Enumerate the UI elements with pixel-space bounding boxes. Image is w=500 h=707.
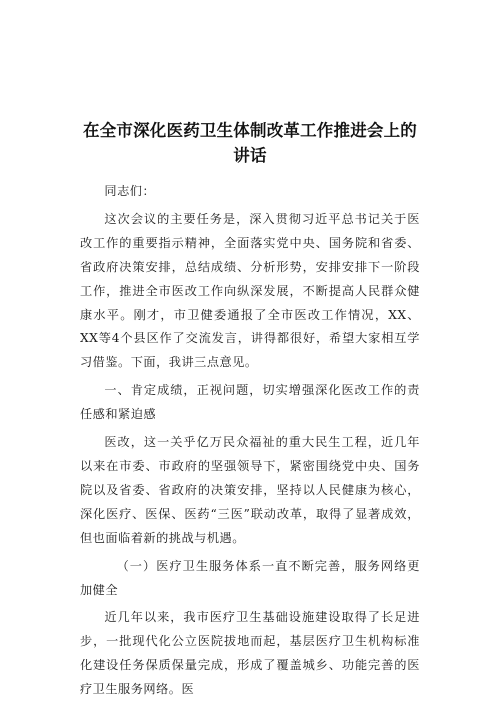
salutation: 同志们： — [104, 184, 156, 198]
document-title — [80, 118, 420, 168]
subsection-heading-1: （一）医疗卫生服务体系一直不断完善，服务网络更加健全 — [80, 558, 420, 597]
intro-paragraph: 这次会议的主要任务是，深入贯彻习近平总书记关于医改工作的重要指示精神，全面落实党中央、国务院和省委、省政府决策安排，总结成绩、分析形势，安排安排下一阶段工作，推进全市医改工作向纵深发展，不断提高人民群众健康水平。刚才，市卫健委通报了全市医改工作情况，XX、XX等4个县区作了交流发言，讲得都很好，希望大家相互学习借鉴。下面，我讲三点意见。 — [80, 211, 420, 370]
title-line-2: 讲话 — [233, 146, 267, 165]
section-1-paragraph: 医改，这一关乎亿万民众福祉的重大民生工程，近几年以来在市委、市政府的坚强领导下，紧密围绕党中央、国务院以及省委、省政府的决策安排，坚持以人民健康为核心，深化医疗、医保、医药“三医”联动改革，取得了显著成效，但也面临着新的挑战与机遇。 — [80, 435, 420, 545]
subsection-1-paragraph: 近几年以来，我市医疗卫生基础设施建设取得了长足进步，一批现代化公立医院拔地而起，基层医疗卫生机构标准化建设任务保质保量完成，形成了覆盖城乡、功能完善的医疗卫生服务网络。医 — [80, 610, 420, 697]
document-body — [80, 180, 420, 702]
section-heading-1: 一、肯定成绩，正视问题，切实增强深化医改工作的责任感和紧迫感 — [80, 383, 420, 422]
title-line-1: 在全市深化医药卫生体制改革工作推进会上的 — [83, 121, 417, 140]
